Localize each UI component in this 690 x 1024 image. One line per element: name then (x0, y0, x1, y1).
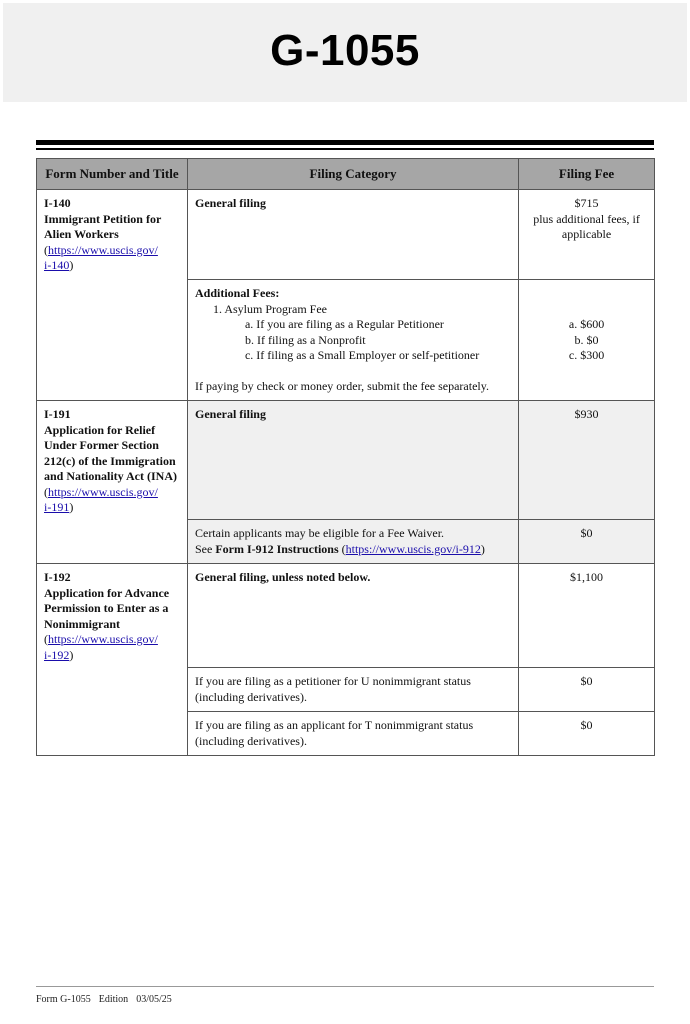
header-category: Filing Category (187, 159, 518, 190)
table-row-i140-general (37, 190, 655, 280)
divider-thin (36, 148, 654, 150)
fee-waiver-link[interactable]: https://www.uscis.gov/i-912 (345, 541, 481, 556)
form-cell-i140: I-140 Immigrant Petition for Alien Workers (https://www.uscis.gov/ i-140) (37, 190, 188, 401)
form-cell-i192: I-192 Application for Advance Permission to Enter as a Nonimmigrant (https://www.uscis.gov/ i-192) (37, 564, 188, 756)
table-row-i191-general (37, 401, 655, 520)
list-item: b. If filing as a Nonprofit (244, 332, 366, 347)
filing-fee: $1,100 (519, 564, 655, 668)
header-row (37, 159, 655, 190)
filing-fee: $930 (519, 401, 655, 520)
filing-fee: $0 (519, 668, 655, 712)
filing-category-waiver: Certain applicants may be eligible for a Fee Waiver. See Form I-912 Instructions (https://www.uscis.gov/i-912) (187, 520, 518, 564)
form-link[interactable]: https://www.uscis.gov/ i-192 (44, 632, 158, 662)
filing-category: General filing, unless noted below. (187, 564, 518, 668)
footer-edition-date: 03/05/25 (136, 994, 172, 1005)
filing-category: General filing (187, 401, 518, 520)
form-number: I-192 (44, 570, 71, 584)
form-title: Application for Relief Under Former Section 212(c) of the Immigration and Nationality Act (INA) (44, 422, 178, 483)
form-number: I-191 (44, 407, 71, 421)
filing-fee-additional: a. $600 b. $0 c. $300 (519, 280, 655, 401)
header-fee: Filing Fee (519, 159, 655, 190)
form-link[interactable]: https://www.uscis.gov/ i-191 (44, 484, 158, 514)
footer-divider (36, 986, 654, 987)
form-cell-i191: I-191 Application for Relief Under Former Section 212(c) of the Immigration and Nationality Act (INA) (https://www.uscis.gov/ i-191) (37, 401, 188, 564)
form-number: I-140 (44, 196, 71, 210)
payment-note: If paying by check or money order, submit the fee separately. (194, 378, 489, 393)
form-link[interactable]: https://www.uscis.gov/ i-140 (44, 242, 158, 272)
list-item: c. If filing as a Small Employer or self-petitioner (244, 348, 480, 362)
filing-fee: $0 (519, 712, 655, 756)
footer-form: Form G-1055 (36, 994, 91, 1005)
divider-thick (36, 140, 654, 145)
filing-category-additional: Additional Fees: 1. Asylum Program Fee a. If you are filing as a Regular Petitioner b. If filing as a Nonprofit c. If filing as a Small Employer or self-petitioner If paying by check or money order, submit the fee separately. (187, 280, 518, 401)
form-title: Immigrant Petition for Alien Workers (44, 211, 162, 241)
footer (36, 994, 180, 1005)
filing-category: If you are filing as a petitioner for U nonimmigrant status (including derivatives). (187, 668, 518, 712)
page-title: G-1055 (270, 26, 420, 75)
fee-table (36, 158, 655, 756)
filing-category: If you are filing as an applicant for T nonimmigrant status (including derivatives). (187, 712, 518, 756)
filing-fee: $715 plus additional fees, if applicable (519, 190, 655, 280)
filing-fee: $0 (519, 520, 655, 564)
filing-category: General filing (187, 190, 518, 280)
form-title: Application for Advance Permission to Enter as a Nonimmigrant (44, 585, 170, 631)
list-item: a. If you are filing as a Regular Petitioner (244, 317, 444, 331)
header-form: Form Number and Title (37, 159, 188, 190)
footer-edition-label: Edition (98, 994, 129, 1005)
table-row-i192-general (37, 564, 655, 668)
